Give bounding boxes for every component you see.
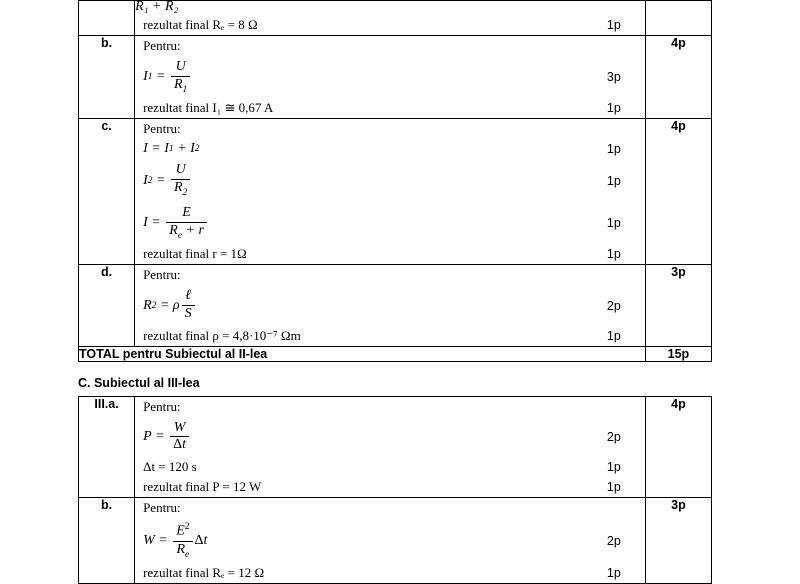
formula-i-sum: I = I 1 + I 2 <box>143 141 200 157</box>
row-index: b. <box>79 498 135 584</box>
pentru-line <box>135 119 645 139</box>
pentru-label: Pentru: <box>143 121 181 137</box>
row-body <box>135 1 646 36</box>
result-text: rezultat final I₁ ≅ 0,67 A <box>143 100 274 116</box>
formula-line <box>135 417 645 457</box>
row-body <box>135 498 646 584</box>
row-points <box>645 1 711 36</box>
formula-line <box>135 202 645 244</box>
table-row <box>79 396 712 497</box>
pentru-label: Pentru: <box>143 398 181 414</box>
clipped-formula <box>135 1 645 15</box>
formula-power: P = $\frac{W}{\Delta t}$ <box>143 421 191 453</box>
subiect-ii-table <box>78 0 712 362</box>
points-value: 1p <box>606 328 621 343</box>
row-points: 4p <box>645 119 711 265</box>
pentru-label: Pentru: <box>143 38 181 53</box>
points-value: 1p <box>606 142 621 157</box>
row-index <box>79 1 135 36</box>
points-value: 2p <box>606 298 621 313</box>
row-points: 4p <box>645 396 711 497</box>
formula-resistivity: R 2 = ρ $\frac{\text{ℓ}}{S}$ <box>143 289 197 321</box>
points-value: 1p <box>606 101 621 116</box>
result-line <box>135 326 645 346</box>
row-index: b. <box>79 36 135 119</box>
table-row <box>79 119 712 265</box>
formula-work: W = $\frac{E^2}{R_e}$ Δ t <box>143 522 208 560</box>
row-points: 4p <box>645 36 711 119</box>
points-value: 2p <box>606 429 621 444</box>
row-index: III.a. <box>79 396 135 497</box>
points-value: 1p <box>606 460 621 475</box>
result-text: rezultat final Rₑ = 8 Ω <box>143 17 258 32</box>
total-label: TOTAL pentru Subiectul al II-lea <box>79 346 646 361</box>
formula-line <box>135 285 645 325</box>
formula-r1-plus-r2: R₁ + R₂ <box>135 1 179 14</box>
formula-line <box>135 518 645 563</box>
total-points: 15p <box>645 346 711 361</box>
result-text: rezultat final r = 1Ω <box>143 246 247 262</box>
row-body <box>135 36 646 119</box>
row-points: 3p <box>645 265 711 346</box>
table-row <box>79 265 712 346</box>
pentru-line <box>135 498 645 518</box>
result-line <box>135 15 645 35</box>
points-value: 1p <box>606 247 621 262</box>
result-text: rezultat final ρ = 4,8·10⁻⁷ Ωm <box>143 327 301 343</box>
row-index: d. <box>79 265 135 346</box>
table-row <box>79 36 712 119</box>
table-row <box>79 1 712 36</box>
result-line <box>135 477 645 497</box>
points-value: 1p <box>606 173 621 188</box>
table-row <box>79 498 712 584</box>
row-body <box>135 396 646 497</box>
result-line <box>135 98 645 118</box>
points-value: 1p <box>606 216 621 231</box>
result-text: rezultat final P = 12 W <box>143 479 262 495</box>
pentru-label: Pentru: <box>143 500 181 516</box>
formula-line <box>135 159 645 201</box>
pentru-line <box>135 36 645 56</box>
points-value: 3p <box>606 70 621 85</box>
subiect-iii-table <box>78 396 712 584</box>
result-line <box>135 244 645 264</box>
points-value: 1p <box>606 480 621 495</box>
result-text: rezultat final Rₑ = 12 Ω <box>143 565 265 581</box>
result-line <box>135 563 645 583</box>
delta-t-value: Δt = 120 s <box>143 459 197 475</box>
points-value: 1p <box>606 566 621 581</box>
total-row <box>79 346 712 361</box>
pentru-line <box>135 397 645 417</box>
row-index: c. <box>79 119 135 265</box>
section-title: C. Subiectul al III-lea <box>78 375 200 390</box>
row-body <box>135 119 646 265</box>
points-value: 1p <box>606 18 621 32</box>
formula-i2: I 2 = $\frac{U}{R_2}$ <box>143 163 192 197</box>
formula-i1: I 1 = $\frac{U}{R_1}$ <box>143 60 192 94</box>
formula-i-emf: I = $\frac{E}{R_e + r}$ <box>143 206 209 240</box>
value-line <box>135 457 645 477</box>
formula-line <box>135 139 645 159</box>
row-body <box>135 265 646 346</box>
pentru-line <box>135 265 645 285</box>
points-value: 2p <box>606 533 621 548</box>
pentru-label: Pentru: <box>143 267 181 283</box>
row-points: 3p <box>645 498 711 584</box>
formula-line <box>135 56 645 98</box>
